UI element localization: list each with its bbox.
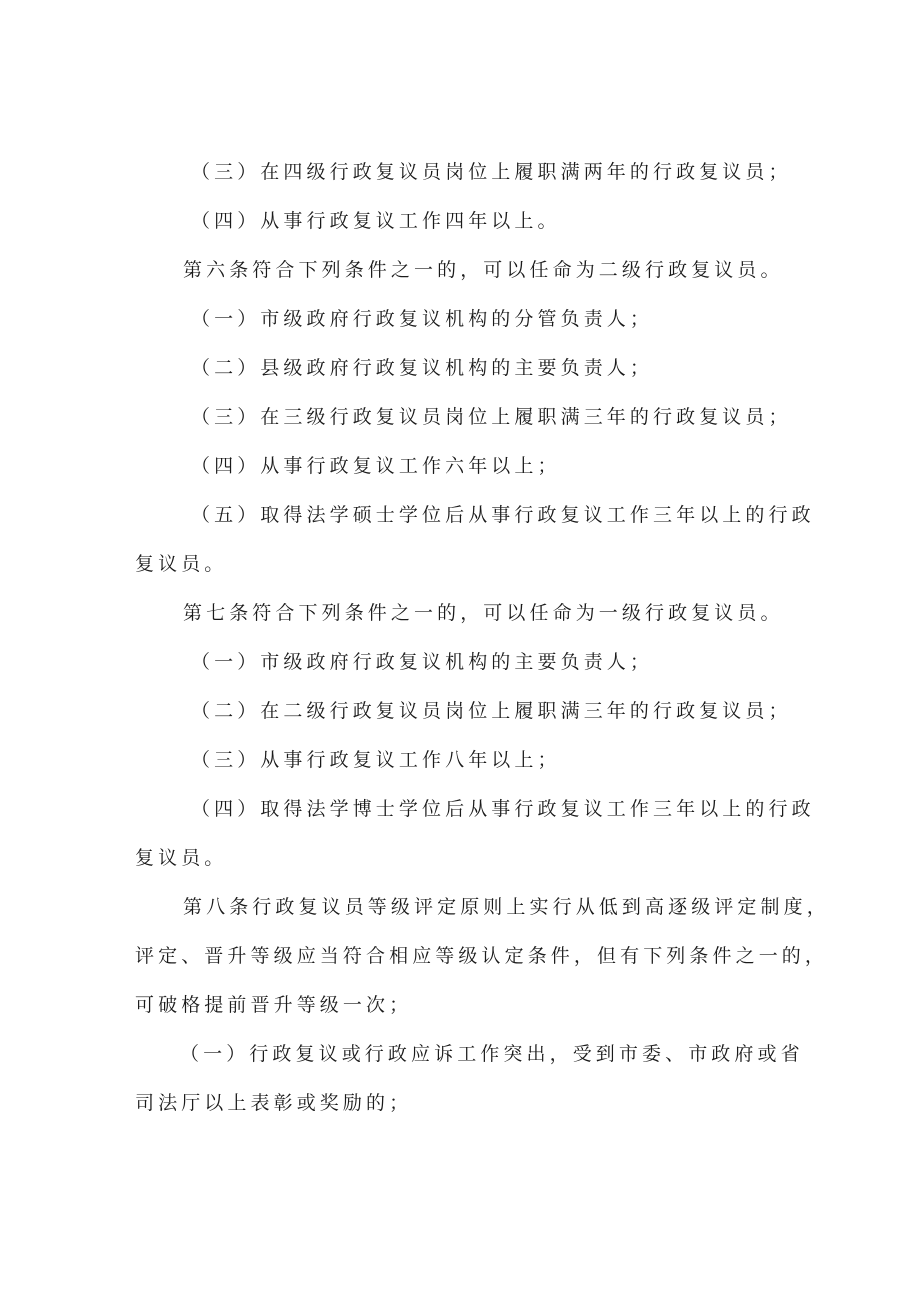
- article5-item-4: （四）从事行政复议工作四年以上。: [191, 210, 561, 232]
- article5-item-3: （三）在四级行政复议员岗位上履职满两年的行政复议员；: [191, 161, 792, 183]
- article7-item-3: （三）从事行政复议工作八年以上；: [191, 749, 561, 771]
- article6-item-5-line1: （五）取得法学硕士学位后从事行政复议工作三年以上的行政: [191, 504, 815, 526]
- article8-item-1-line1: （一）行政复议或行政应诉工作突出，受到市委、市政府或省: [180, 1043, 804, 1065]
- article7-item-2: （二）在二级行政复议员岗位上履职满三年的行政复议员；: [191, 700, 792, 722]
- article7-item-4-line1: （四）取得法学博士学位后从事行政复议工作三年以上的行政: [191, 798, 815, 820]
- article7-heading: 第七条符合下列条件之一的，可以任命为一级行政复议员。: [183, 602, 784, 624]
- article6-item-3: （三）在三级行政复议员岗位上履职满三年的行政复议员；: [191, 406, 792, 428]
- article6-item-2: （二）县级政府行政复议机构的主要负责人；: [191, 357, 654, 379]
- article6-heading: 第六条符合下列条件之一的，可以任命为二级行政复议员。: [183, 259, 784, 281]
- article8-line-3: 可破格提前晋升等级一次；: [135, 994, 413, 1016]
- article6-item-1: （一）市级政府行政复议机构的分管负责人；: [191, 308, 654, 330]
- article8-line-2: 评定、晋升等级应当符合相应等级认定条件，但有下列条件之一的，: [135, 945, 829, 967]
- article8-line-1: 第八条行政复议员等级评定原则上实行从低到高逐级评定制度，: [183, 896, 830, 918]
- article7-item-1: （一）市级政府行政复议机构的主要负责人；: [191, 651, 654, 673]
- article8-item-1-line2: 司法厅以上表彰或奖励的；: [135, 1092, 413, 1114]
- article6-item-5-line2: 复议员。: [135, 553, 228, 575]
- article6-item-4: （四）从事行政复议工作六年以上；: [191, 455, 561, 477]
- article7-item-4-line2: 复议员。: [135, 847, 228, 869]
